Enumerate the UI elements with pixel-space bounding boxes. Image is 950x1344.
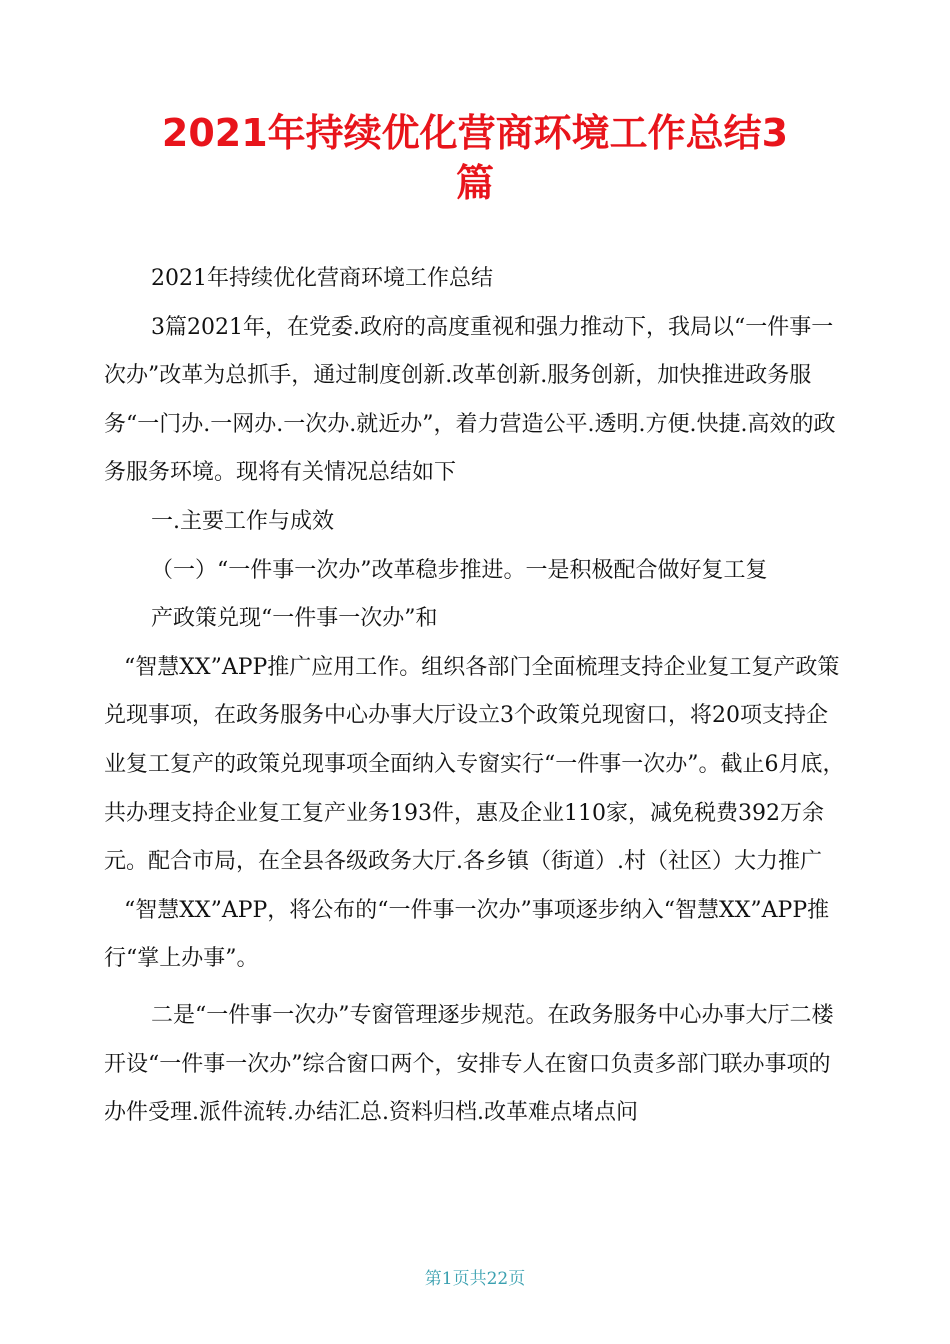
- title-line-1: 2021年持续优化营商环境工作总结3: [161, 111, 789, 155]
- section-heading: 一.主要工作与成效: [151, 508, 334, 534]
- paragraph-subtitle: 2021年持续优化营商环境工作总结: [151, 266, 493, 291]
- paragraph-window-management: 二是“一件事一次办”专窗管理逐步规范。在政务服务中心办事大厅二楼开设“一件事一次办”综合窗口两个，安排专人在窗口负责多部门联办事项的办件受理.派件流转.办结汇总.资料归档.改革难点堵点问: [104, 1002, 834, 1126]
- document-title: [100, 108, 850, 208]
- paragraph-app-promotion: “智慧XX”APP推广应用工作。组织各部门全面梳理支持企业复工复产政策兑现事项，在政务服务中心办事大厅设立3个政策兑现窗口，将20项支持企业复工复产的政策兑现事项全面纳入专窗实行“一件事一次办”。截止6月底，共办理支持企业复工复产业务193件，惠及企业110家，减免税费392万余元。配合市局，在全县各级政务大厅.各乡镇（街道）.村（社区）大力推广: [104, 654, 845, 875]
- paragraph-item-1-cont: 产政策兑现“一件事一次办”和: [151, 606, 438, 632]
- paragraph-item-1: （一）“一件事一次办”改革稳步推进。一是积极配合做好复工复: [151, 557, 768, 583]
- paragraph-app-handling: “智慧XX”APP，将公布的“一件事一次办”事项逐步纳入“智慧XX”APP推行“掌上办事”。: [104, 897, 830, 972]
- paragraph-intro: 3篇2021年，在党委.政府的高度重视和强力推动下，我局以“一件事一次办”改革为总抓手，通过制度创新.改革创新.服务创新，加快推进政务服务“一门办.一网办.一次办.就近办”，着力营造公平.透明.方便.快捷.高效的政务服务环境。现将有关情况总结如下: [104, 314, 836, 486]
- title-line-2: 篇: [455, 161, 494, 205]
- document-body: [104, 255, 846, 1138]
- page-number-footer: 第1页共22页: [424, 1269, 526, 1289]
